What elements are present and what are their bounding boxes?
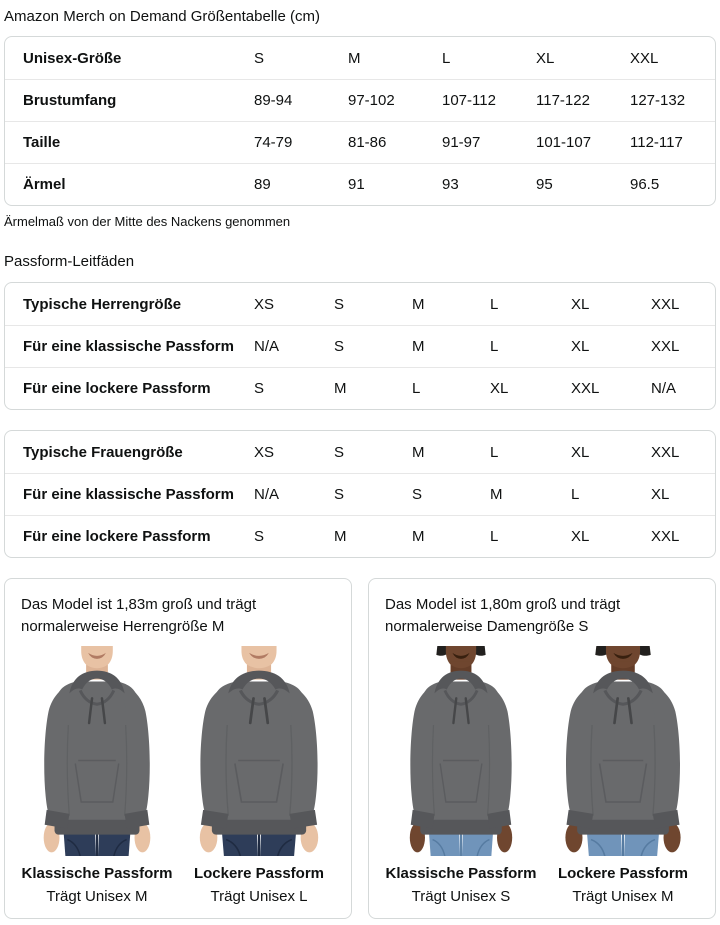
size-cell: XL — [490, 380, 509, 397]
size-cell: S — [254, 528, 265, 545]
table-row — [5, 121, 715, 163]
model-description: Das Model ist 1,80m groß und trägt normalerweise Damengröße S — [385, 596, 621, 635]
loose-fit-figure — [544, 646, 702, 908]
table-header-row — [5, 37, 715, 79]
table-row — [5, 515, 715, 557]
figure-caption — [180, 862, 338, 908]
size-cell: XL — [571, 443, 590, 461]
measure-cell: 89 — [254, 176, 271, 193]
fit-label: Lockere Passform — [557, 865, 689, 883]
size-cell: XXL — [651, 295, 680, 313]
fit-label: Klassische Passform — [21, 865, 173, 883]
size-cell: M — [412, 528, 425, 545]
size-cell: N/A — [651, 380, 677, 397]
size-cell: M — [412, 443, 425, 461]
measure-cell: 91-97 — [442, 134, 481, 151]
measure-cell: 112-117 — [630, 134, 683, 151]
size-column-header: XL — [536, 49, 555, 67]
measure-cell: 96.5 — [630, 176, 660, 193]
measure-cell: 89-94 — [254, 92, 293, 109]
model-cards — [4, 578, 716, 919]
male-model-card — [4, 578, 352, 919]
row-label: Für eine lockere Passform — [23, 528, 211, 545]
size-cell: XL — [571, 295, 590, 313]
unisex-size-table — [4, 36, 716, 206]
classic-fit-figure — [18, 646, 176, 908]
size-cell: L — [412, 380, 421, 397]
row-label: Für eine klassische Passform — [23, 338, 234, 355]
fit-label: Klassische Passform — [385, 865, 537, 883]
table-row — [5, 367, 715, 409]
size-cell: M — [334, 528, 347, 545]
figure-caption — [544, 862, 702, 908]
size-cell: XS — [254, 295, 275, 313]
measure-cell: 117-122 — [536, 92, 590, 109]
size-cell: M — [334, 380, 347, 397]
row-label: Brustumfang — [23, 92, 117, 109]
size-cell: S — [254, 380, 265, 397]
model-description: Das Model ist 1,83m groß und trägt normalerweise Herrengröße M — [21, 596, 257, 635]
size-cell: L — [571, 486, 580, 503]
size-cell: S — [334, 443, 345, 461]
female-model-card — [368, 578, 716, 919]
fit-guides-heading: Passform-Leitfäden — [4, 253, 135, 270]
size-cell: N/A — [254, 338, 280, 355]
size-cell: N/A — [254, 486, 280, 503]
size-column-header: XXL — [630, 49, 659, 67]
size-cell: M — [412, 338, 425, 355]
model-figures — [18, 646, 338, 908]
measure-cell: 97-102 — [348, 92, 395, 109]
model-figures — [382, 646, 702, 908]
fit-label: Lockere Passform — [193, 865, 325, 883]
measure-cell: 95 — [536, 176, 553, 193]
size-cell: L — [490, 295, 499, 313]
male-model-classic-fit-photo — [18, 646, 176, 856]
classic-fit-figure — [382, 646, 540, 908]
size-label: Trägt Unisex M — [572, 888, 674, 906]
sleeve-measure-note: Ärmelmaß von der Mitte des Nackens genommen — [4, 214, 291, 229]
size-cell: XL — [571, 528, 590, 545]
female-model-loose-fit-photo — [544, 646, 702, 856]
mens-fit-table — [4, 282, 716, 410]
row-label: Typische Frauengröße — [23, 443, 183, 461]
size-cell: S — [412, 486, 423, 503]
table-row — [5, 325, 715, 367]
figure-caption — [382, 862, 540, 908]
size-cell: S — [334, 486, 345, 503]
loose-fit-figure — [180, 646, 338, 908]
page-title: Amazon Merch on Demand Größentabelle (cm) — [4, 8, 320, 25]
row-label: Unisex-Größe — [23, 49, 122, 67]
size-cell: L — [490, 443, 499, 461]
measure-cell: 107-112 — [442, 92, 496, 109]
size-cell: XXL — [571, 380, 600, 397]
table-row — [5, 283, 715, 325]
size-label: Trägt Unisex L — [210, 888, 308, 906]
table-row — [5, 79, 715, 121]
size-cell: XXL — [651, 338, 680, 355]
size-column-header: S — [254, 49, 265, 67]
size-column-header: L — [442, 49, 451, 67]
table-row — [5, 473, 715, 515]
size-cell: L — [490, 338, 499, 355]
size-cell: XXL — [651, 528, 680, 545]
size-cell: L — [490, 528, 499, 545]
womens-fit-table — [4, 430, 716, 558]
row-label: Für eine lockere Passform — [23, 380, 211, 397]
measure-cell: 74-79 — [254, 134, 293, 151]
size-cell: XXL — [651, 443, 680, 461]
measure-cell: 93 — [442, 176, 459, 193]
measure-cell: 101-107 — [536, 134, 592, 151]
size-cell: XS — [254, 443, 275, 461]
row-label: Taille — [23, 134, 61, 151]
table-row — [5, 431, 715, 473]
row-label: Ärmel — [23, 176, 66, 193]
size-cell: S — [334, 338, 345, 355]
measure-cell: 91 — [348, 176, 365, 193]
row-label: Für eine klassische Passform — [23, 486, 234, 503]
size-label: Trägt Unisex S — [411, 888, 511, 906]
size-label: Trägt Unisex M — [46, 888, 148, 906]
table-row — [5, 163, 715, 205]
female-model-classic-fit-photo — [382, 646, 540, 856]
measure-cell: 127-132 — [630, 92, 686, 109]
size-column-header: M — [348, 49, 361, 67]
row-label: Typische Herrengröße — [23, 295, 182, 313]
size-cell: M — [412, 295, 425, 313]
figure-caption — [18, 862, 176, 908]
size-cell: XL — [651, 486, 670, 503]
size-cell: S — [334, 295, 345, 313]
size-cell: M — [490, 486, 503, 503]
size-cell: XL — [571, 338, 590, 355]
male-model-loose-fit-photo — [180, 646, 338, 856]
measure-cell: 81-86 — [348, 134, 387, 151]
